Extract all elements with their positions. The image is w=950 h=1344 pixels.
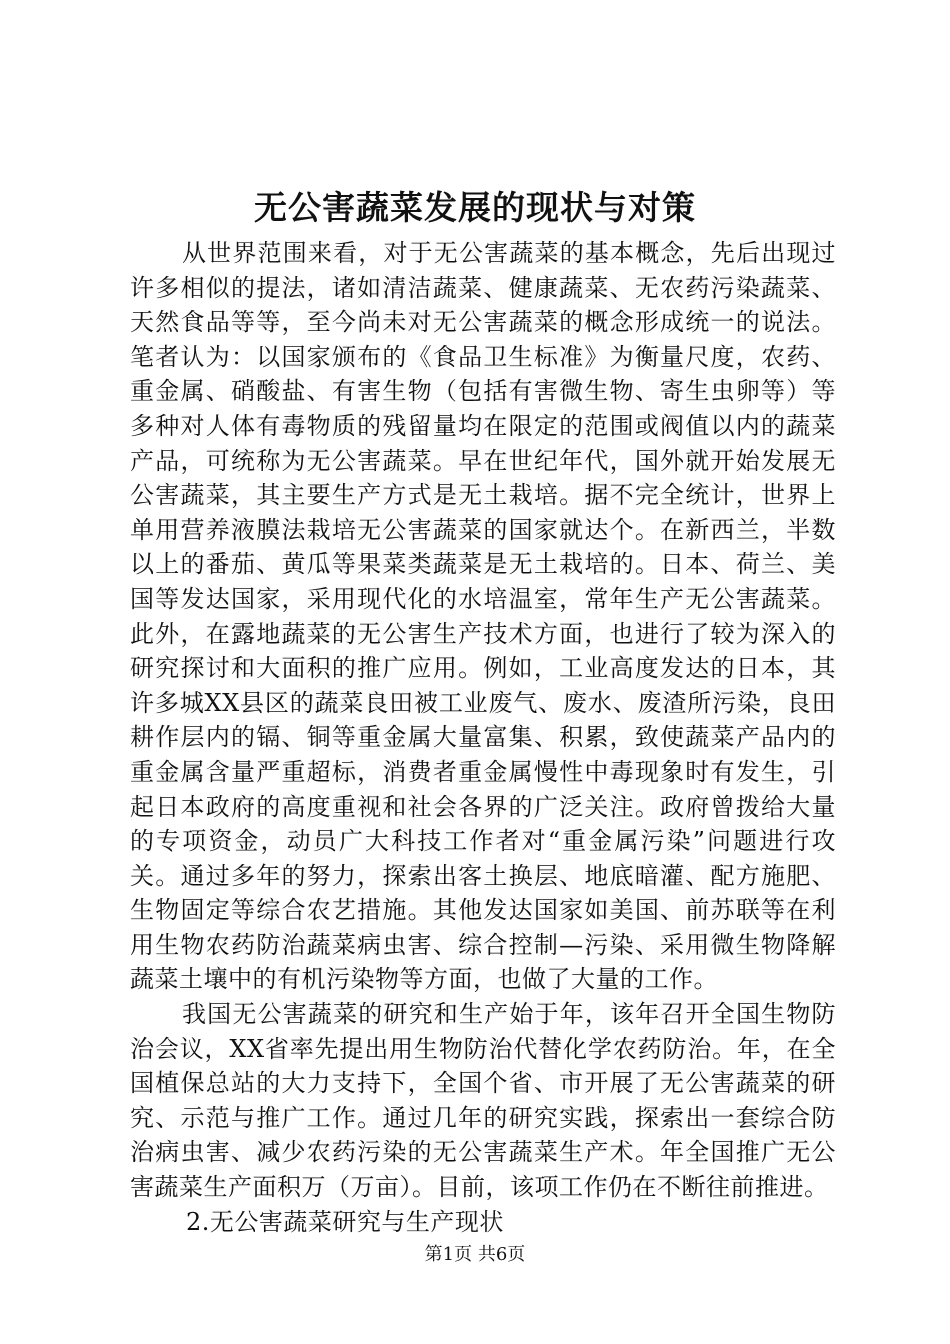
body-paragraph-2: 我国无公害蔬菜的研究和生产始于年，该年召开全国生物防治会议，XX省率先提出用生物防治代替化学农药防治。年，在全国植保总站的大力支持下，全国个省、市开展了无公害蔬菜的研究、示范与推广工作。通过几年的研究实践，探索出一套综合防治病虫害、减少农药污染的无公害蔬菜生产术。年全国推广无公害蔬菜生产面积万（万亩）。目前，该项工作仍在不断往前推进。 <box>130 1000 836 1202</box>
section-heading: 2.无公害蔬菜研究与生产现状 <box>186 1207 504 1236</box>
document-body <box>130 236 836 1239</box>
document-title: 无公害蔬菜发展的现状与对策 <box>254 188 696 227</box>
body-paragraph-1: 从世界范围来看，对于无公害蔬菜的基本概念，先后出现过许多相似的提法，诸如清洁蔬菜、健康蔬菜、无农药污染蔬菜、天然食品等等，至今尚未对无公害蔬菜的概念形成统一的说法。笔者认为：以国家颁布的《食品卫生标准》为衡量尺度，农药、重金属、硝酸盐、有害生物（包括有害微生物、寄生虫卵等）等多种对人体有毒物质的残留量均在限定的范围或阀值以内的蔬菜产品，可统称为无公害蔬菜。早在世纪年代，国外就开始发展无公害蔬菜，其主要生产方式是无土栽培。据不完全统计，世界上单用营养液膜法栽培无公害蔬菜的国家就达个。在新西兰，半数以上的番茄、黄瓜等果菜类蔬菜是无土栽培的。日本、荷兰、美国等发达国家，采用现代化的水培温室，常年生产无公害蔬菜。此外，在露地蔬菜的无公害生产技术方面，也进行了较为深入的研究探讨和大面积的推广应用。例如，工业高度发达的日本，其许多城XX县区的蔬菜良田被工业废气、废水、废渣所污染，良田耕作层内的镉、铜等重金属大量富集、积累，致使蔬菜产品内的重金属含量严重超标，消费者重金属慢性中毒现象时有发生，引起日本政府的高度重视和社会各界的广泛关注。政府曾拨给大量的专项资金，动员广大科技工作者对“重金属污染”问题进行攻关。通过多年的努力，探索出客土换层、地底暗灌、配方施肥、生物固定等综合农艺措施。其他发达国家如美国、前苏联等在利用生物农药防治蔬菜病虫害、综合控制—污染、采用微生物降解蔬菜土壤中的有机污染物等方面，也做了大量的工作。 <box>130 239 836 994</box>
page-footer: 第1页 共6页 <box>424 1244 526 1265</box>
